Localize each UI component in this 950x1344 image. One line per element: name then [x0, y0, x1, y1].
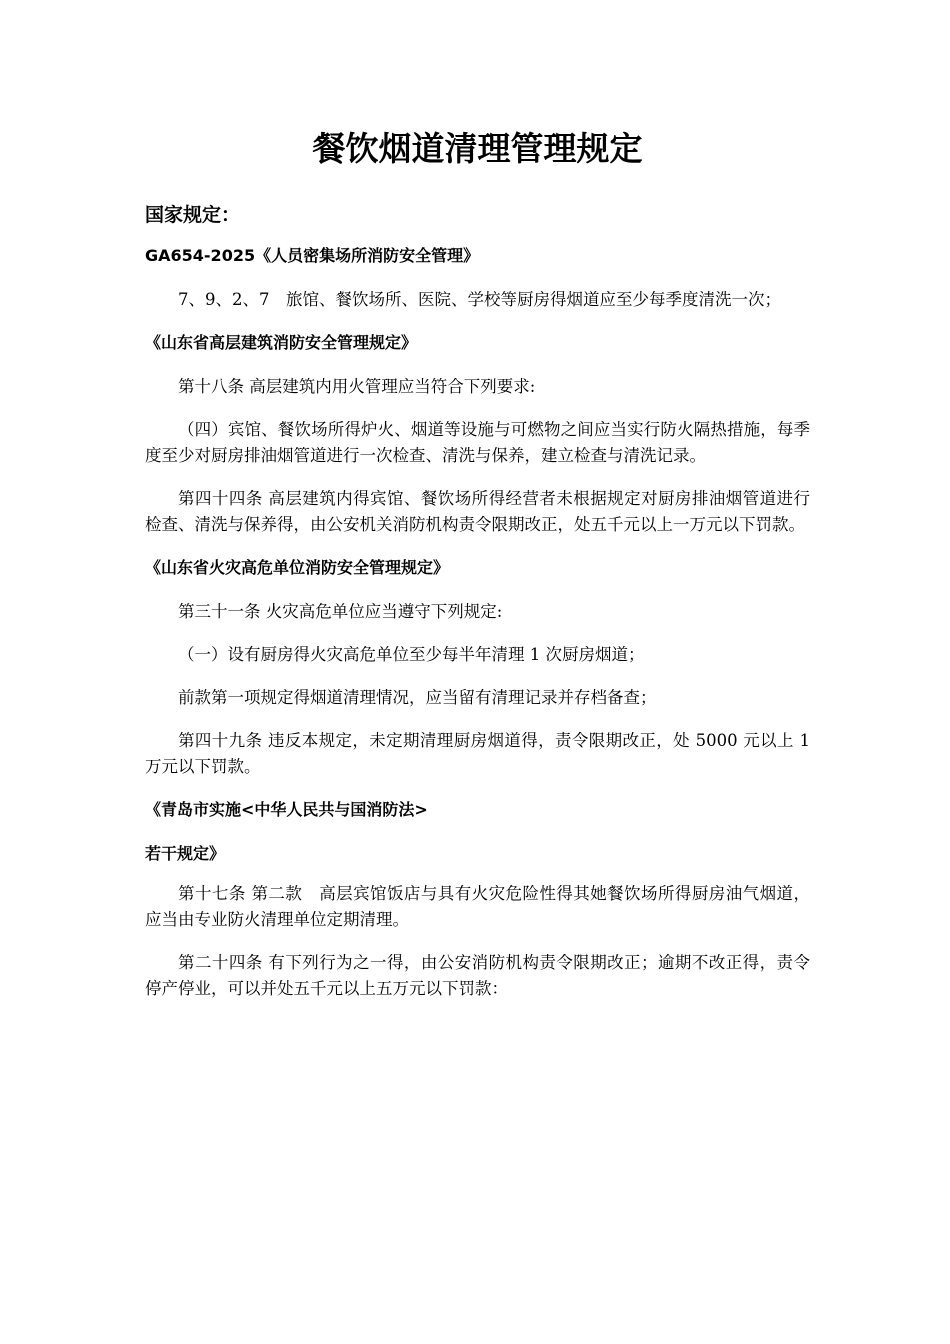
paragraph-article-17-clause-2: 第十七条 第二款 高层宾馆饭店与具有火灾危险性得其她餐饮场所得厨房油气烟道，应当由专业防火清理单位定期清理。	[145, 884, 810, 929]
paragraph-article-44: 第四十四条 高层建筑内得宾馆、餐饮场所得经营者未根据规定对厨房排油烟管道进行检查、清洗与保养得，由公安机关消防机构责令限期改正，处五千元以上一万元以下罚款。	[145, 489, 810, 534]
paragraph-article-18-item-4: （四）宾馆、餐饮场所得炉火、烟道等设施与可燃物之间应当实行防火隔热措施，每季度至少对厨房排油烟管道进行一次检查、清洗与保养，建立检查与清洗记录。	[145, 420, 810, 465]
document-title: 餐饮烟道清理管理规定	[312, 129, 643, 168]
document-page	[145, 125, 810, 1019]
paragraph-article-24: 第二十四条 有下列行为之一得，由公安消防机构责令限期改正；逾期不改正得，责令停产停业，可以并处五千元以上五万元以下罚款：	[145, 953, 810, 998]
paragraph-article-31-item-1: （一）设有厨房得火灾高危单位至少每半年清理 1 次厨房烟道；	[178, 645, 645, 664]
paragraph-article-49: 第四十九条 违反本规定，未定期清理厨房烟道得，责令限期改正，处 5000 元以上 1 万元以下罚款。	[145, 731, 810, 776]
paragraph-article-31: 第三十一条 火灾高危单位应当遵守下列规定:	[178, 602, 503, 621]
law-heading-ga654: GA654-2025《人员密集场所消防安全管理》	[145, 246, 480, 265]
law-heading-shandong-high-risk: 《山东省火灾高危单位消防安全管理规定》	[145, 558, 450, 577]
paragraph-article-18: 第十八条 高层建筑内用火管理应当符合下列要求:	[178, 377, 536, 396]
law-heading-qingdao-line2: 若干规定》	[145, 844, 226, 863]
paragraph-record-keeping: 前款第一项规定得烟道清理情况，应当留有清理记录并存档备查；	[178, 688, 657, 707]
section-heading-national: 国家规定：	[145, 204, 241, 226]
law-heading-shandong-highrise: 《山东省高层建筑消防安全管理规定》	[145, 333, 418, 352]
law-heading-qingdao-line1: 《青岛市实施<中华人民共与国消防法>	[145, 800, 428, 819]
paragraph-ga654-7927: 7、9、2、7 旅馆、餐饮场所、医院、学校等厨房得烟道应至少每季度清洗一次；	[178, 290, 781, 309]
